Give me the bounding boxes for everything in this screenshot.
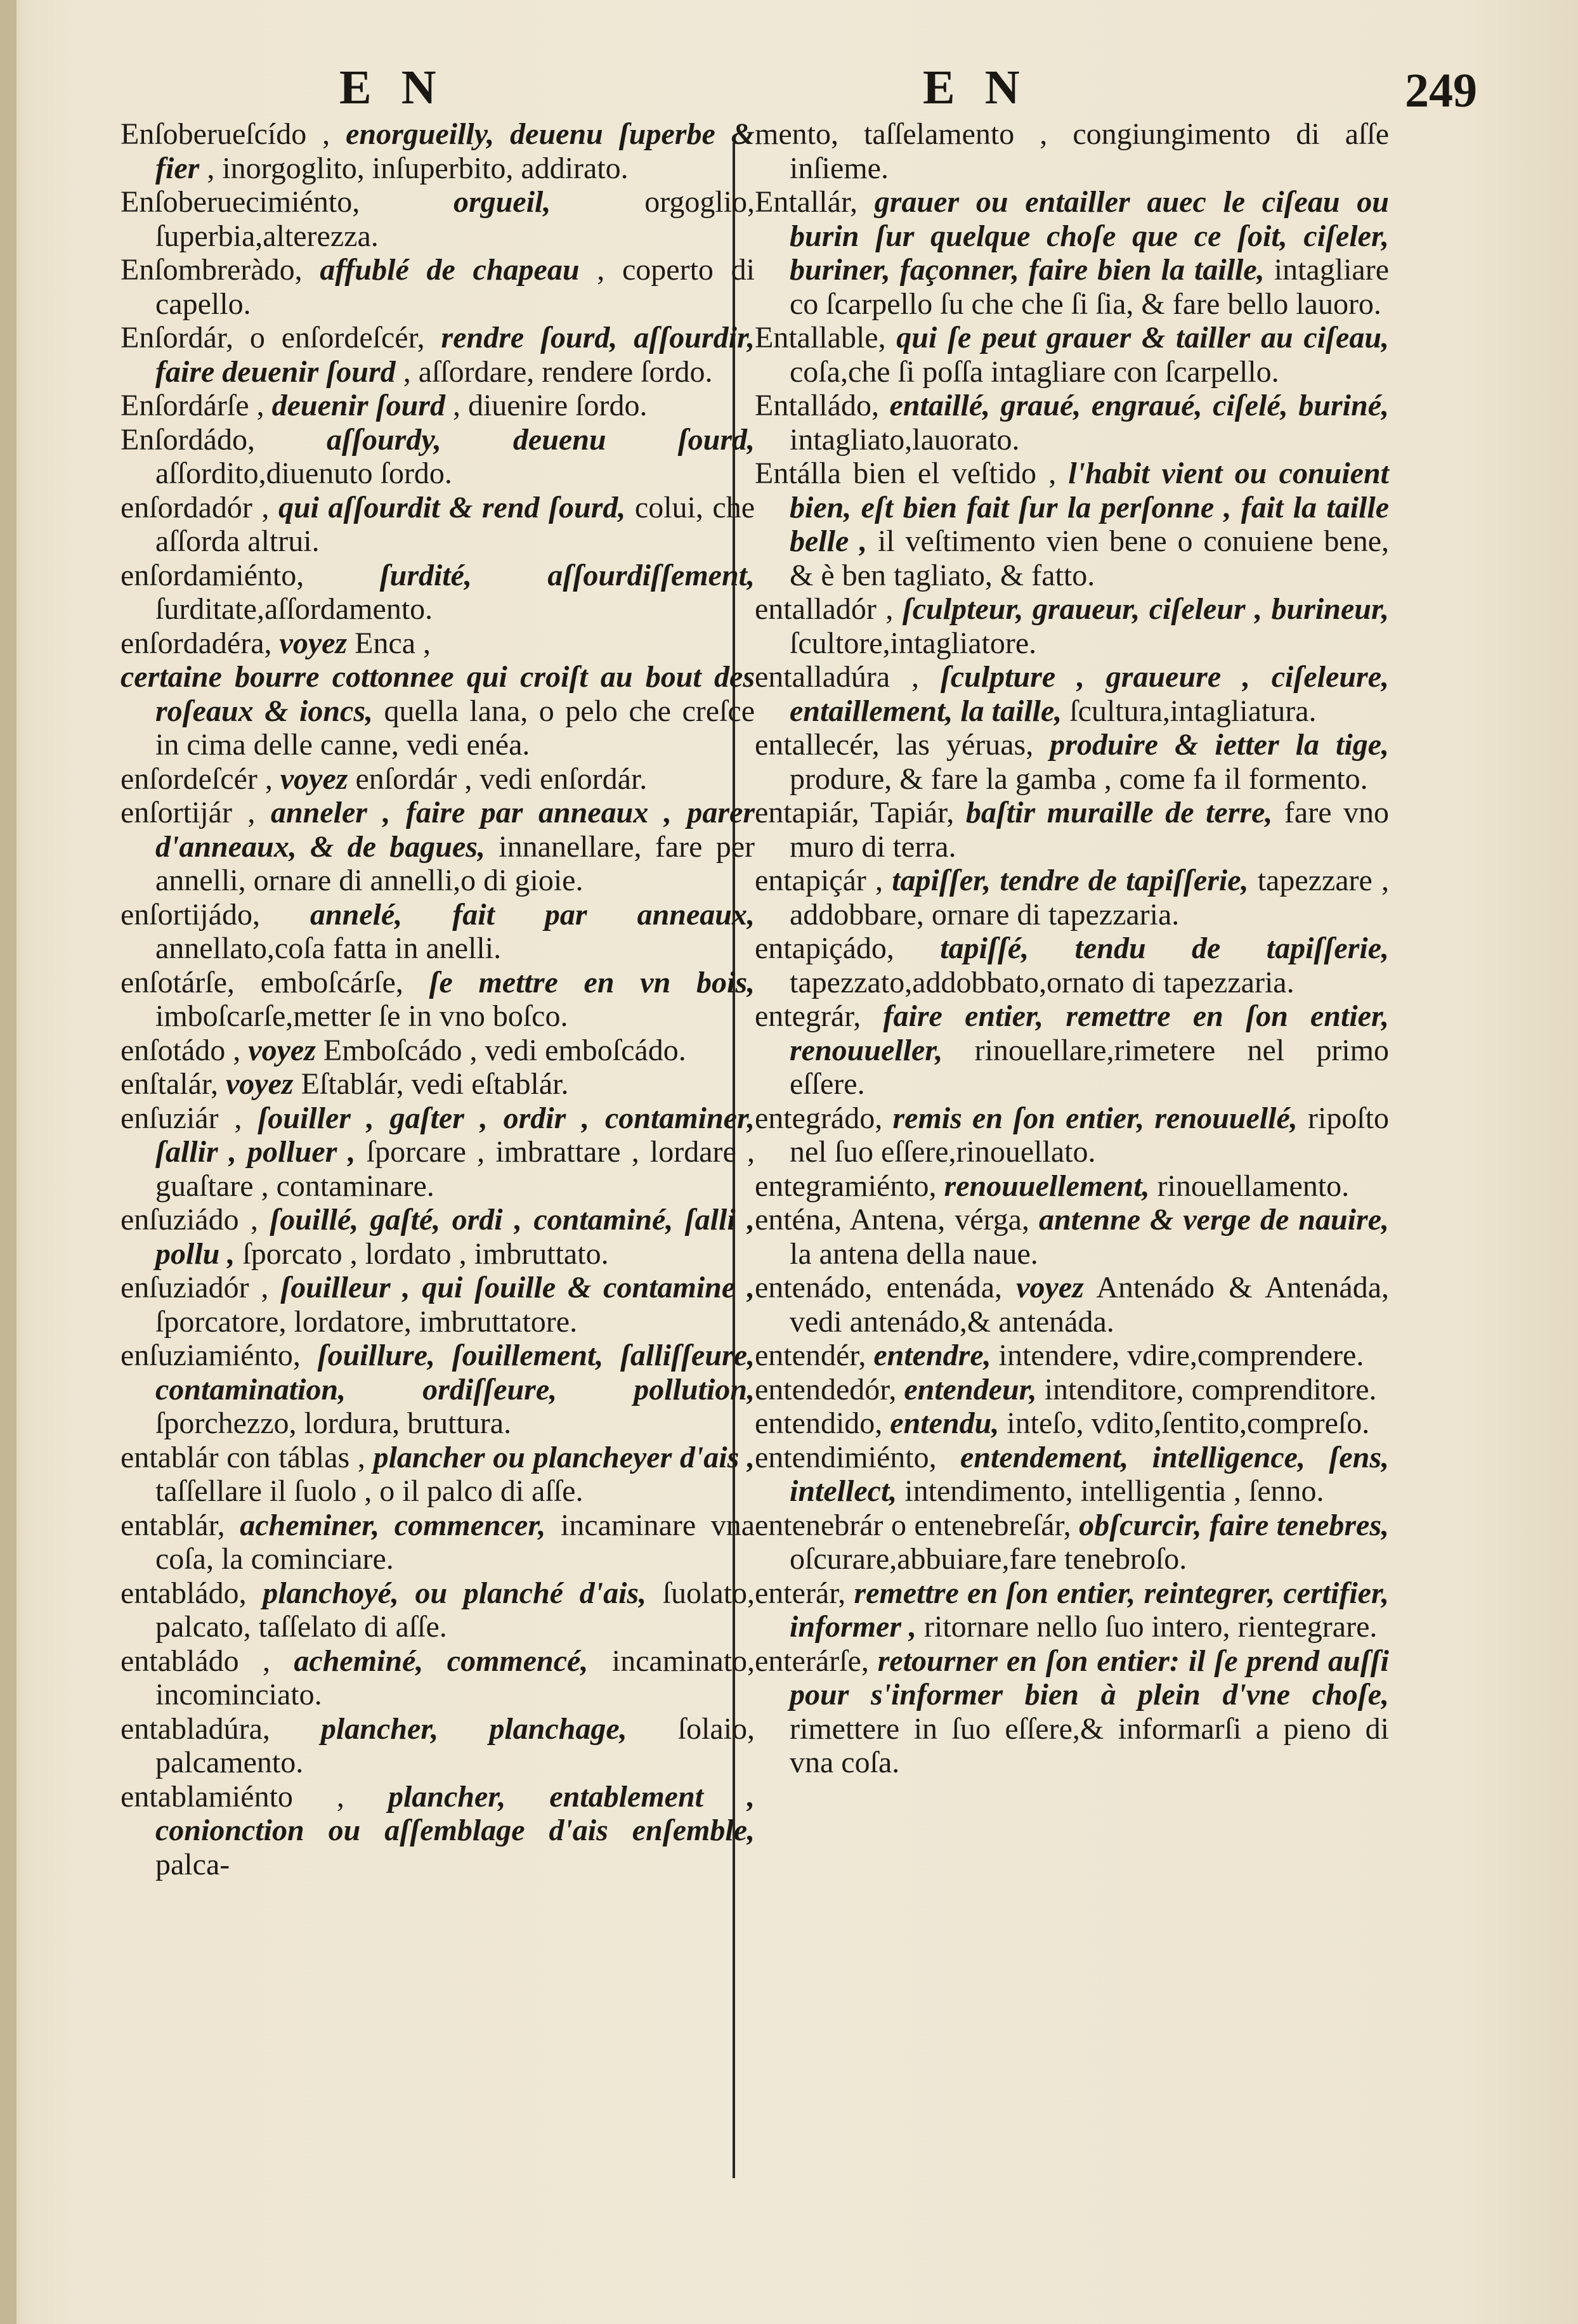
entry-italian: orgoglio, ſuperbia,alterezza. <box>155 185 755 253</box>
entry-headword: entapiçádo, <box>755 932 894 965</box>
dictionary-entry <box>755 1509 1389 1576</box>
entry-french: affublé de chapeau <box>320 253 580 287</box>
dictionary-entry <box>755 1169 1389 1204</box>
entry-headword: entegramiénto, <box>755 1169 937 1203</box>
entry-french: ſouiller , gaſter , ordir , contaminer, ſallir , polluer , <box>155 1101 755 1169</box>
entry-french: ſculpture , graueure , ciſeleure, entaillement, la taille, <box>790 660 1389 728</box>
entry-headword: entablár con táblas , <box>121 1440 365 1474</box>
entry-italian: ſolaio, palcamento. <box>155 1711 755 1779</box>
dictionary-entry <box>121 1339 755 1441</box>
entry-headword: enterár, <box>755 1576 846 1610</box>
entry-french: entaillé, graué, engraué, ciſelé, buriné, <box>889 389 1390 422</box>
dictionary-entry <box>121 1203 755 1271</box>
entry-french: voyez <box>248 1033 316 1067</box>
dictionary-entry <box>121 1441 755 1509</box>
right-running-head: E N <box>923 61 1029 114</box>
entry-headword: Entalládo, <box>755 389 879 422</box>
dictionary-entry <box>121 117 755 185</box>
left-running-head: E N <box>339 61 445 114</box>
dictionary-entry <box>755 1271 1389 1339</box>
page-number: 249 <box>1405 64 1477 117</box>
entry-french: antenne & verge de nauire, <box>1038 1203 1390 1237</box>
entry-italian: ripoſto nel ſuo eſſere,rinouellato. <box>790 1101 1390 1169</box>
entry-italian: ſporcatore, lordatore, imbruttatore. <box>155 1304 578 1339</box>
entry-french: produire & ietter la tige, <box>1050 728 1390 762</box>
entry-french: orgueil, <box>453 185 551 219</box>
entry-headword: entapiár, Tapiár, <box>755 796 955 829</box>
entry-french: enorgueilly, deuenu ſuperbe & fier <box>155 117 755 185</box>
dictionary-entry <box>755 1576 1389 1644</box>
dictionary-entry <box>121 185 755 253</box>
entry-french: plancher ou plancheyer d'ais , <box>373 1440 755 1474</box>
entry-headword: Enſordár, o enſordeſcér, <box>121 321 425 354</box>
dictionary-entry <box>121 1780 755 1882</box>
entry-french: entendement, intelligence, ſens, intellect, <box>790 1440 1390 1508</box>
entry-french: retourner en ſon entier: il ſe prend auſſi pour s'informer bien à plein d'vne choſe, <box>790 1644 1390 1711</box>
entry-italian: intagliare co ſcarpello ſu che che ſi ſia, & fare bello lauoro. <box>790 253 1389 321</box>
entry-italian: incaminare vna coſa, la cominciare. <box>155 1508 755 1576</box>
entry-headword: enſotádo , <box>121 1033 241 1067</box>
entry-french: anneler , faire par anneaux , parer d'anneaux, & de bagues, <box>155 796 755 864</box>
entry-headword: entendido, <box>755 1406 883 1440</box>
entry-french: ſouillé, gaſté, ordi , contaminé, ſalli , pollu , <box>155 1203 755 1271</box>
entry-headword: Entallable, <box>755 321 886 354</box>
dictionary-entry <box>121 423 755 491</box>
entry-headword: entalladúra , <box>755 660 920 694</box>
entry-italian: quella lana, o pelo che creſce in cima delle canne, vedi enéa. <box>155 694 755 762</box>
entry-headword: entendedór, <box>755 1372 897 1406</box>
entry-italian: ſurditate,aſſordamento. <box>155 592 433 626</box>
entry-headword: enſortijádo, <box>121 897 260 932</box>
entry-italian: innanellare, fare per annelli, ornare di annelli,o di gioie. <box>155 829 755 897</box>
entry-italian: imboſcarſe,metter ſe in vno boſco. <box>155 999 568 1033</box>
dictionary-entry <box>121 966 755 1034</box>
entry-french: entendeur, <box>904 1372 1037 1406</box>
entry-french: renouuellement, <box>944 1169 1150 1203</box>
entry-italian: tapezzare , addobbare, ornare di tapezzaria. <box>790 864 1389 932</box>
entry-french: voyez <box>279 626 348 660</box>
entry-italian: rinouellamento. <box>1157 1169 1350 1203</box>
entry-french: planchoyé, ou planché d'ais, <box>263 1576 647 1610</box>
dictionary-entry <box>121 660 755 762</box>
entry-italian: ſporcato , lordato , imbruttato. <box>242 1237 609 1271</box>
entry-headword: entablamiénto , <box>121 1779 344 1814</box>
entry-italian: ſcultore,intagliatore. <box>790 626 1037 660</box>
book-spine-edge <box>0 0 16 2324</box>
entry-french: qui aſſourdit & rend ſourd, <box>278 490 626 524</box>
dictionary-entry <box>121 1712 755 1780</box>
dictionary-entry <box>755 1441 1389 1509</box>
dictionary-entry <box>755 1644 1389 1780</box>
dictionary-entry <box>121 321 755 389</box>
dictionary-entry <box>755 999 1389 1101</box>
entry-italian: tapezzato,addobbato,ornato di tapezzaria. <box>790 965 1294 999</box>
entry-headword: entegrár, <box>755 999 861 1033</box>
entry-french: entendu, <box>890 1406 1000 1440</box>
entry-italian: intendimento, intelligentia , ſenno. <box>904 1474 1324 1508</box>
entry-french: voyez <box>225 1067 294 1101</box>
dictionary-entry <box>755 117 1389 185</box>
entry-italian: ſporcare , imbrattare , lordare , guaſtare , contaminare. <box>155 1135 755 1203</box>
entry-headword: entendimiénto, <box>755 1440 937 1474</box>
entry-french: annelé, fait par anneaux, <box>310 897 755 932</box>
dictionary-entry <box>121 1576 755 1644</box>
entry-headword: Entálla bien el veſtido , <box>755 457 1057 490</box>
dictionary-entry <box>755 457 1389 592</box>
entry-headword: entenebrár o entenebreſár, <box>755 1508 1071 1542</box>
entry-french: deuenir ſourd <box>271 389 445 422</box>
entry-italian: Antenádo & Antenáda, vedi antenádo,& antenáda. <box>790 1271 1389 1339</box>
entry-french: ſurdité, aſſourdiſſement, <box>379 558 755 592</box>
entry-italian: mento, taſſelamento , congiungimento di aſſe inſieme. <box>755 117 1389 185</box>
dictionary-entry <box>755 592 1389 660</box>
entry-french: tapiſſé, tendu de tapiſſerie, <box>940 932 1389 965</box>
entry-french: ſouillure, ſouillement, ſalliſſeure, contamination, ordiſſeure, pollution, <box>155 1339 755 1406</box>
entry-italian: ſporchezzo, lordura, bruttura. <box>155 1406 512 1440</box>
entry-french: rendre ſourd, aſſourdir, faire deuenir ſourd <box>155 321 755 389</box>
entry-italian: annellato,coſa fatta in anelli. <box>155 932 502 965</box>
dictionary-entry <box>755 185 1389 321</box>
dictionary-entry <box>755 660 1389 728</box>
entry-french: acheminé, commencé, <box>294 1644 589 1678</box>
entry-headword: entablár, <box>121 1508 225 1542</box>
right-column <box>755 117 1389 1780</box>
entry-french: qui ſe peut grauer & tailler au ciſeau, <box>896 321 1390 354</box>
entry-italian: rimettere in ſuo eſſere,& informarſi a pieno di vna coſa. <box>790 1711 1389 1779</box>
dictionary-entry <box>121 1271 755 1339</box>
entry-french: ſe mettre en vn bois, <box>429 965 755 999</box>
dictionary-entry <box>755 728 1389 796</box>
dictionary-entry <box>755 864 1389 932</box>
entry-italian: oſcurare,abbuiare,fare tenebroſo. <box>790 1542 1187 1576</box>
entry-headword: entendér, <box>755 1339 866 1372</box>
entry-french: voyez <box>1016 1271 1084 1304</box>
dictionary-entry <box>121 626 755 661</box>
dictionary-entry <box>121 389 755 423</box>
entry-french: obſcurcir, faire tenebres, <box>1079 1508 1390 1542</box>
dictionary-entry <box>121 1644 755 1712</box>
dictionary-entry <box>755 1203 1389 1271</box>
entry-headword: entabládo , <box>121 1644 270 1678</box>
entry-italian: taſſellare il ſuolo , o il palco di aſſe. <box>155 1474 584 1508</box>
entry-french: entendre, <box>873 1339 991 1372</box>
entry-french: aſſourdy, deuenu ſourd, <box>327 422 755 457</box>
entry-italian: inteſo, vdito,ſentito,compreſo. <box>1007 1406 1370 1440</box>
entry-italian: ritornare nello ſuo intero, rientegrare. <box>924 1610 1378 1644</box>
entry-headword: enterárſe, <box>755 1644 869 1678</box>
entry-headword: entegrádo, <box>755 1101 883 1135</box>
entry-headword: enſordeſcér , <box>121 762 273 796</box>
entry-headword: enſortijár , <box>121 796 256 829</box>
entry-french: certaine bourre cottonnee qui croiſt au bout des roſeaux & ioncs, <box>121 660 755 728</box>
entry-headword: entallecér, las yéruas, <box>755 728 1034 762</box>
entry-italian: ſuolato, palcato, taſſelato di aſſe. <box>155 1576 755 1644</box>
entry-italian: enſordár , vedi enſordár. <box>355 762 648 796</box>
dictionary-entry <box>121 491 755 559</box>
entry-french: ſouilleur , qui ſouille & contamine , <box>280 1271 755 1304</box>
entry-italian: , coperto di capello. <box>155 253 755 321</box>
entry-italian: colui, che aſſorda altrui. <box>155 490 755 558</box>
entry-french: grauer ou entailler auec le ciſeau ou burin ſur quelque choſe que ce ſoit, ciſeler, buriner, façonner, faire bien la taille, <box>790 185 1389 287</box>
dictionary-entry <box>755 1406 1389 1441</box>
entry-headword: entenádo, entenáda, <box>755 1271 1003 1304</box>
dictionary-entry <box>755 796 1389 864</box>
entry-headword: enſuziamiénto, <box>121 1339 301 1372</box>
entry-headword: enſordadór , <box>121 490 270 524</box>
entry-french: acheminer, commencer, <box>240 1508 546 1542</box>
entry-italian: intagliato,lauorato. <box>790 422 1020 457</box>
entry-italian: Eſtablár, vedi eſtablár. <box>301 1067 569 1101</box>
entry-french: plancher, planchage, <box>320 1711 627 1746</box>
dictionary-entry <box>755 321 1389 389</box>
entry-italian: la antena della naue. <box>790 1237 1038 1271</box>
entry-headword: Enſoberueſcído , <box>121 117 330 151</box>
entry-headword: Enſoberuecimiénto, <box>121 185 360 219</box>
entry-italian: fare vno muro di terra. <box>790 796 1390 864</box>
entry-headword: Enſombreràdo, <box>121 253 303 287</box>
entry-french: voyez <box>280 762 348 796</box>
entry-headword: Enſordádo, <box>121 422 255 457</box>
entry-headword: enſuziadór , <box>121 1271 269 1304</box>
entry-italian: palca- <box>155 1847 230 1881</box>
dictionary-entry <box>755 1339 1389 1373</box>
entry-headword: enſordamiénto, <box>121 558 304 592</box>
entry-italian: coſa,che ſi poſſa intagliare con ſcarpello. <box>790 354 1279 389</box>
entry-french: ſculpteur, graueur, ciſeleur , burineur, <box>902 592 1389 626</box>
dictionary-entry <box>755 389 1389 457</box>
entry-headword: enſuziádo , <box>121 1203 258 1237</box>
dictionary-entry <box>121 898 755 966</box>
entry-italian: incaminato, incominciato. <box>155 1644 755 1711</box>
entry-headword: enſotárſe, emboſcárſe, <box>121 965 403 999</box>
dictionary-entry <box>755 1373 1389 1407</box>
entry-italian: il veſtimento vien bene o conuiene bene, & è ben tagliato, & fatto. <box>790 524 1390 592</box>
dictionary-entry <box>121 1509 755 1576</box>
dictionary-entry <box>121 559 755 626</box>
entry-french: tapiſſer, tendre de tapiſſerie, <box>892 864 1249 897</box>
dictionary-entry <box>121 762 755 796</box>
entry-headword: enſtalár, <box>121 1067 218 1101</box>
dictionary-entry <box>121 1034 755 1068</box>
entry-italian: Emboſcádo , vedi emboſcádo. <box>323 1033 686 1067</box>
entry-italian: ſcultura,intagliatura. <box>1069 694 1317 728</box>
dictionary-entry <box>121 253 755 321</box>
entry-italian: intenditore, comprenditore. <box>1044 1372 1377 1406</box>
entry-italian: aſſordito,diuenuto ſordo. <box>155 457 452 490</box>
entry-french: plancher, entablement , conionction ou aſſemblage d'ais enſemble, <box>155 1779 755 1847</box>
dictionary-entry <box>121 1101 755 1204</box>
entry-headword: enſuziár , <box>121 1101 242 1135</box>
entry-headword: enſordadéra, <box>121 626 272 660</box>
entry-italian: , inorgoglito, inſuperbito, addirato. <box>207 151 629 185</box>
dictionary-entry <box>121 796 755 898</box>
entry-french: remettre en ſon entier, reintegrer, certifier, informer , <box>790 1576 1390 1644</box>
entry-italian: , aſſordare, rendere ſordo. <box>403 354 713 389</box>
entry-italian: , diuenire ſordo. <box>452 389 648 422</box>
entry-italian: intendere, vdire,comprendere. <box>998 1339 1364 1372</box>
entry-french: l'habit vient ou conuient bien, eſt bien fait ſur la perſonne , fait la taille belle , <box>790 457 1390 558</box>
dictionary-entry <box>755 932 1389 999</box>
entry-french: remis en ſon entier, renouuellé, <box>892 1101 1298 1135</box>
entry-headword: Enſordárſe , <box>121 389 264 422</box>
entry-headword: entabládo, <box>121 1576 247 1610</box>
entry-italian: Enca , <box>355 626 431 660</box>
entry-french: faire entier, remettre en ſon entier, renouueller, <box>790 999 1390 1067</box>
entry-italian: rinouellare,rimetere nel primo eſſere. <box>790 1033 1390 1101</box>
entry-headword: entapiçár , <box>755 864 884 897</box>
entry-headword: Entallár, <box>755 185 857 219</box>
entry-headword: enténa, Antena, vérga, <box>755 1203 1029 1237</box>
dictionary-entry <box>121 1067 755 1101</box>
dictionary-entry <box>755 1101 1389 1169</box>
entry-headword: entalladór , <box>755 592 894 626</box>
entry-french: baſtir muraille de terre, <box>965 796 1273 829</box>
entry-italian: produre, & fare la gamba , come fa il formento. <box>790 762 1368 796</box>
left-column <box>121 117 755 1881</box>
entry-headword: entabladúra, <box>121 1711 270 1746</box>
